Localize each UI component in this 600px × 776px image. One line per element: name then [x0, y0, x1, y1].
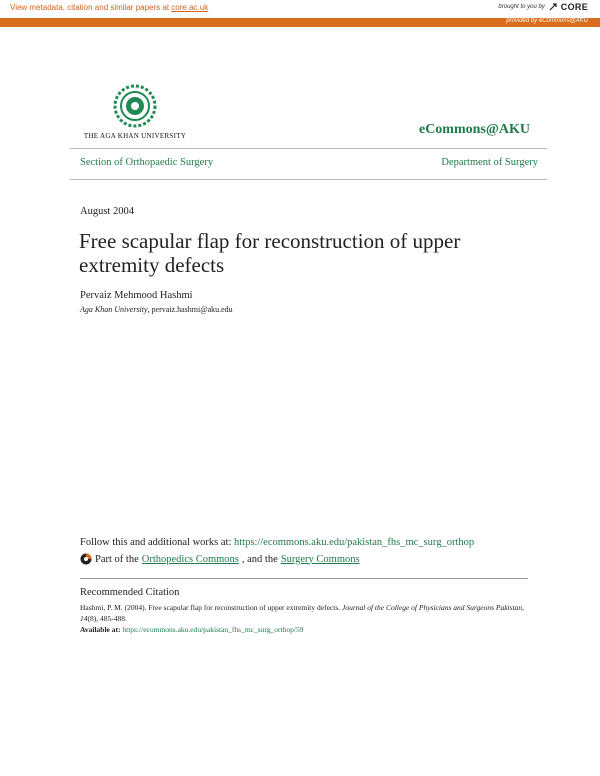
citation-divider [80, 578, 528, 579]
citation-text [80, 602, 530, 635]
core-link[interactable]: core.ac.uk [171, 3, 209, 12]
surgery-commons-link[interactable]: Surgery Commons [280, 553, 360, 565]
university-logo [80, 84, 190, 140]
affiliation-email: , pervaiz.hashmi@aku.edu [147, 305, 233, 314]
affiliation-institution: Aga Khan University [80, 305, 148, 314]
core-topbar [0, 0, 600, 18]
partof-prefix: Part of the [95, 553, 139, 565]
part-of-line [80, 553, 360, 565]
available-link[interactable]: https://ecommons.aku.edu/pakistan_fhs_mc_surg_orthop/59 [122, 625, 304, 634]
core-label[interactable]: CORE [560, 2, 588, 12]
university-name: THE AGA KHAN UNIVERSITY [83, 132, 187, 140]
follow-text: Follow this and additional works at: [80, 537, 234, 548]
citation-journal: Journal of the College of Physicians and Surgeons Pakistan, 14 [80, 603, 525, 623]
available-label: Available at: [80, 625, 123, 634]
provided-by-bar [0, 18, 600, 27]
metadata-text: View metadata, citation and similar papers at [10, 3, 172, 12]
citation-end: (8), 485-488. [87, 614, 127, 623]
brought-text: brought to you by [498, 4, 545, 10]
follow-line [80, 537, 474, 548]
aga-khan-emblem-icon [113, 84, 157, 128]
brought-to-you [498, 2, 588, 12]
partof-mid: , and the [241, 553, 278, 565]
department-link[interactable]: Department of Surgery [441, 157, 538, 168]
recommended-citation-heading: Recommended Citation [80, 587, 180, 598]
author-name: Pervaiz Mehmood Hashmi [80, 290, 193, 301]
network-logo-icon [80, 553, 92, 565]
orthopedics-commons-link[interactable]: Orthopedics Commons [141, 553, 239, 565]
nav-divider [70, 179, 547, 180]
repository-name[interactable]: eCommons@AKU [418, 122, 530, 137]
provided-text: provided by eCommons@AKU [506, 18, 588, 24]
core-logo-icon [548, 2, 558, 12]
publication-date: August 2004 [80, 206, 134, 217]
header-divider [70, 148, 547, 149]
section-link[interactable]: Section of Orthopaedic Surgery [80, 157, 214, 168]
citation-plain: Hashmi, P. M. (2004). Free scapular flap for reconstruction of upper extremity defects. [80, 603, 343, 612]
follow-link[interactable]: https://ecommons.aku.edu/pakistan_fhs_mc_surg_orthop [234, 537, 475, 548]
metadata-notice [10, 3, 208, 12]
author-affiliation [80, 305, 233, 314]
article-title: Free scapular flap for reconstruction of upper extremity defects [79, 229, 461, 277]
